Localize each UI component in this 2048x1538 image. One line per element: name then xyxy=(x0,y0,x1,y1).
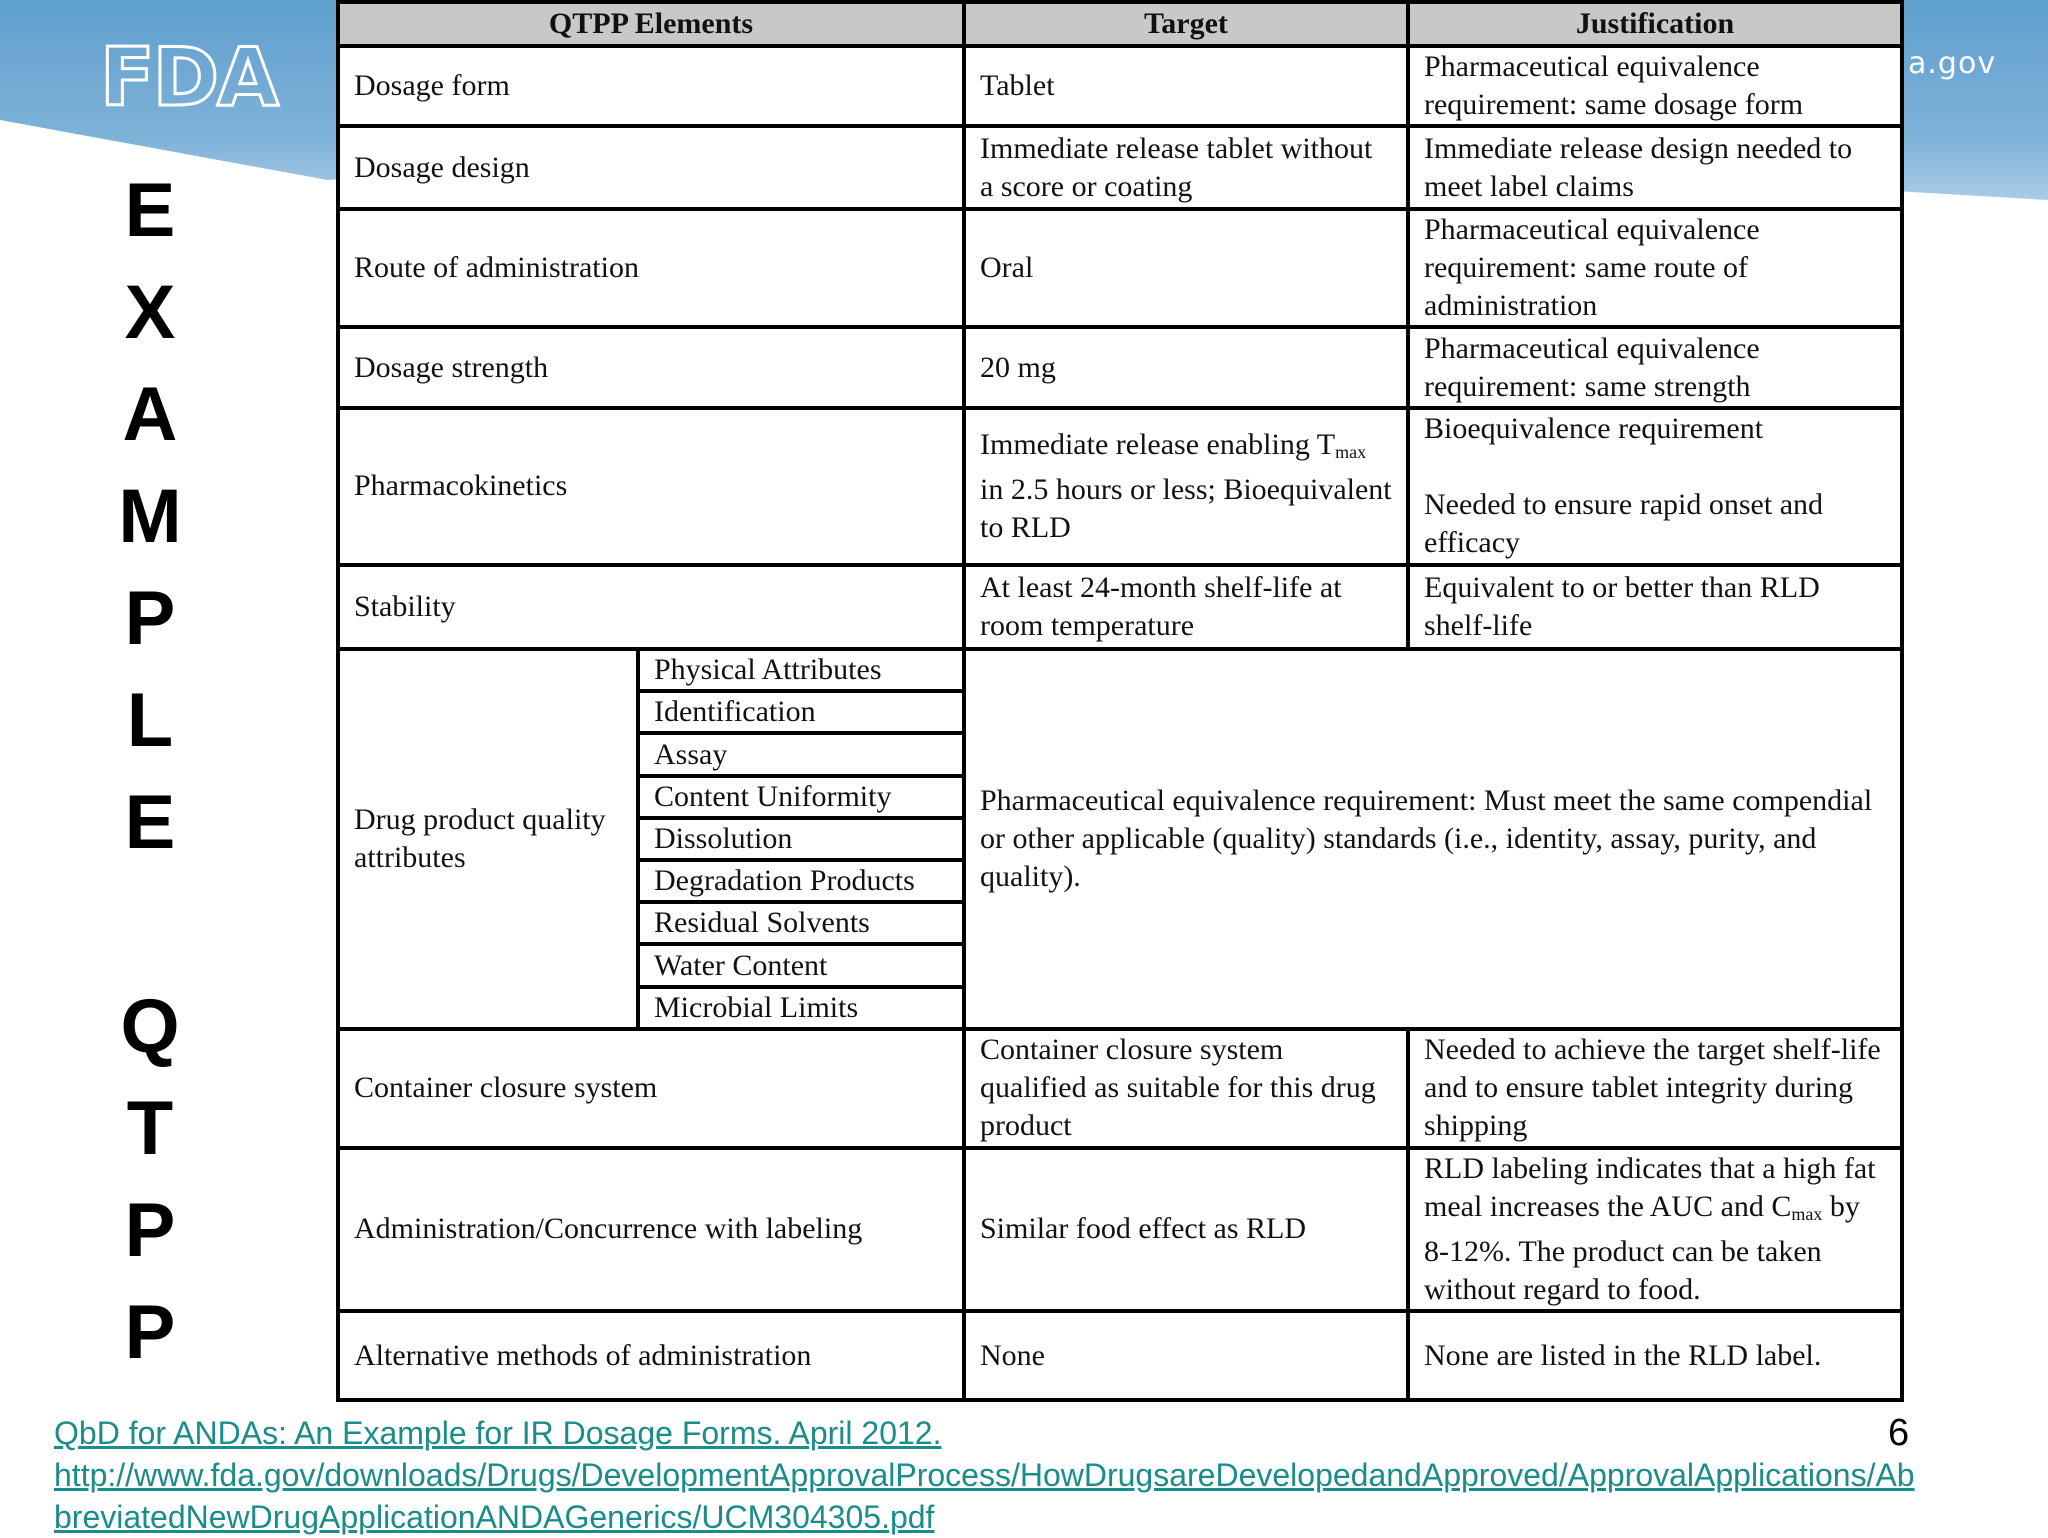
source-url-link[interactable]: http://www.fda.gov/downloads/Drugs/DevelopmentApprovalProcess/HowDrugsareDevelopedandApproved/ApprovalApplications/AbbreviatedNewDrugApplicationANDAGenerics/UCM304305.pdf xyxy=(54,1457,1915,1535)
footer-citation xyxy=(54,1412,1924,1538)
element-cell: Alternative methods of administration xyxy=(338,1311,964,1400)
quality-attribute: Degradation Products xyxy=(638,860,964,902)
column-header: QTPP Elements xyxy=(338,2,964,46)
quality-attribute: Assay xyxy=(638,733,964,775)
vertical-title-letter: Q xyxy=(120,984,180,1069)
vertical-title-letter: P xyxy=(124,1188,176,1273)
table-row-quality xyxy=(338,649,1902,691)
quality-attribute: Residual Solvents xyxy=(638,902,964,944)
table-row xyxy=(338,46,1902,126)
target-cell: Immediate release tablet without a score or coating xyxy=(964,126,1408,208)
table-header-row xyxy=(338,2,1902,46)
element-cell: Route of administration xyxy=(338,209,964,328)
target-cell xyxy=(964,408,1408,565)
target-cell: Oral xyxy=(964,209,1408,328)
column-header: Justification xyxy=(1408,2,1902,46)
quality-attribute: Microbial Limits xyxy=(638,987,964,1029)
justification-cell: Pharmaceutical equivalence requirement: same route of administration xyxy=(1408,209,1902,328)
table-row xyxy=(338,327,1902,407)
vertical-title-letter xyxy=(100,874,200,976)
quality-attribute: Water Content xyxy=(638,944,964,986)
target-cell: None xyxy=(964,1311,1408,1400)
justification-cell: Pharmaceutical equivalence requirement: same dosage form xyxy=(1408,46,1902,126)
column-header: Target xyxy=(964,2,1408,46)
vertical-title-letter: A xyxy=(122,372,178,457)
vertical-title-letter: L xyxy=(126,678,174,763)
quality-justification-cell: Pharmaceutical equivalence requirement: Must meet the same compendial or other applicable (quality) standards (i.e., identity, assay, purity, and quality). xyxy=(964,649,1902,1029)
element-cell: Drug product quality attributes xyxy=(338,649,638,1029)
vertical-title-letter: T xyxy=(126,1086,174,1171)
site-url: a.gov xyxy=(1908,46,1997,81)
target-cell: Similar food effect as RLD xyxy=(964,1148,1408,1312)
pk-target-text: Immediate release enabling T xyxy=(980,427,1336,461)
target-cell: Tablet xyxy=(964,46,1408,126)
table-row xyxy=(338,1311,1902,1400)
table-row xyxy=(338,209,1902,328)
target-cell: Container closure system qualified as suitable for this drug product xyxy=(964,1029,1408,1148)
vertical-title-letter: E xyxy=(124,780,176,865)
spacer xyxy=(1424,448,1886,486)
fda-logo-text: FDA xyxy=(100,31,277,124)
justification-cell: None are listed in the RLD label. xyxy=(1408,1311,1902,1400)
vertical-title-letter: M xyxy=(118,474,182,559)
target-cell: At least 24-month shelf-life at room temperature xyxy=(964,565,1408,649)
justification-cell: Pharmaceutical equivalence requirement: same strength xyxy=(1408,327,1902,407)
fda-logo xyxy=(100,31,298,124)
page-number: 6 xyxy=(1888,1412,1910,1454)
justification-cell: Immediate release design needed to meet label claims xyxy=(1408,126,1902,208)
vertical-title-letter: P xyxy=(124,1290,176,1375)
vertical-title-letter: E xyxy=(124,168,176,253)
pk-target-text-cont: in 2.5 hours or less; Bioequivalent to RLD xyxy=(980,472,1392,544)
quality-attribute: Identification xyxy=(638,691,964,733)
justification-cell: Equivalent to or better than RLD shelf-life xyxy=(1408,565,1902,649)
cmax-subscript: max xyxy=(1791,1203,1823,1224)
pk-justification-1: Bioequivalence requirement xyxy=(1424,411,1764,445)
element-cell: Pharmacokinetics xyxy=(338,408,964,565)
element-cell: Stability xyxy=(338,565,964,649)
tmax-subscript: max xyxy=(1335,441,1367,462)
vertical-title-letter: P xyxy=(124,576,176,661)
table-row-pharmacokinetics xyxy=(338,408,1902,565)
admin-justification-text-cont: by 8-12%. The product can be taken without regard to food. xyxy=(1424,1189,1860,1306)
element-cell: Administration/Concurrence with labeling xyxy=(338,1148,964,1312)
element-cell: Dosage strength xyxy=(338,327,964,407)
justification-cell xyxy=(1408,408,1902,565)
quality-attribute: Dissolution xyxy=(638,818,964,860)
target-cell: 20 mg xyxy=(964,327,1408,407)
citation-link[interactable]: QbD for ANDAs: An Example for IR Dosage Forms. April 2012. xyxy=(54,1415,942,1451)
element-cell: Dosage form xyxy=(338,46,964,126)
vertical-title xyxy=(100,160,200,1384)
table-row xyxy=(338,1029,1902,1148)
admin-justification-text: RLD labeling indicates that a high fat meal increases the AUC and C xyxy=(1424,1151,1876,1223)
table-row-administration xyxy=(338,1148,1902,1312)
element-cell: Dosage design xyxy=(338,126,964,208)
element-cell: Container closure system xyxy=(338,1029,964,1148)
vertical-title-letter: X xyxy=(124,270,176,355)
justification-cell: Needed to achieve the target shelf-life and to ensure tablet integrity during shipping xyxy=(1408,1029,1902,1148)
justification-cell xyxy=(1408,1148,1902,1312)
table-row xyxy=(338,126,1902,208)
quality-attribute: Content Uniformity xyxy=(638,776,964,818)
pk-justification-2: Needed to ensure rapid onset and efficacy xyxy=(1424,487,1824,559)
qtpp-table xyxy=(336,0,1904,1402)
quality-attribute: Physical Attributes xyxy=(638,649,964,691)
table-row xyxy=(338,565,1902,649)
